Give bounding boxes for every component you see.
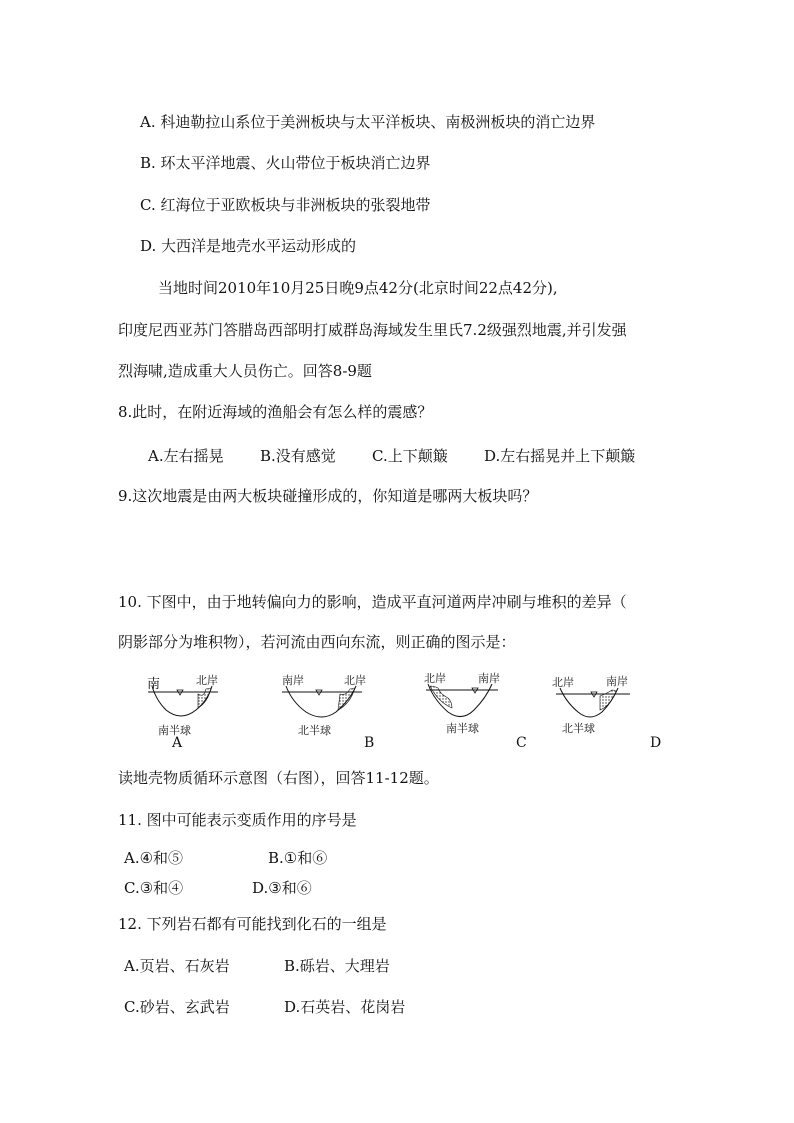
river-figure-d bbox=[548, 668, 668, 758]
figure-a-left-bank: 南 bbox=[147, 677, 161, 692]
q8-option-a: A.左右摇晃 bbox=[148, 447, 224, 465]
q12-options-row-2 bbox=[0, 996, 794, 1016]
figure-b-letter: B bbox=[364, 735, 375, 751]
q11-option-a: A.④和⑤ bbox=[124, 849, 184, 867]
q8-stem: 8.此时，在附近海域的渔船会有怎么样的震感？ bbox=[118, 403, 433, 421]
q12-option-b: B.砾岩、大理岩 bbox=[284, 957, 390, 975]
figure-d-letter: D bbox=[650, 735, 662, 751]
q8-option-c: C.上下颠簸 bbox=[372, 447, 448, 465]
figure-d-hemisphere: 北半球 bbox=[562, 722, 595, 735]
q11-options-row-1 bbox=[0, 847, 794, 867]
q8-options bbox=[0, 445, 794, 465]
figure-b-left-bank: 南岸 bbox=[282, 674, 304, 687]
q11-option-c: C.③和④ bbox=[124, 879, 184, 897]
q12-option-a: A.页岩、石灰岩 bbox=[124, 957, 230, 975]
q12-option-d: D.石英岩、花岗岩 bbox=[284, 998, 406, 1016]
figure-d-right-bank: 南岸 bbox=[606, 675, 628, 688]
q11-option-d: D.③和⑥ bbox=[252, 879, 312, 897]
intro-11-12: 读地壳物质循环示意图（右图），回答11-12题。 bbox=[118, 769, 439, 787]
q7-option-d: D. 大西洋是地壳水平运动形成的 bbox=[140, 237, 357, 255]
q11-stem: 11. 图中可能表示变质作用的序号是 bbox=[118, 811, 357, 829]
figure-c-letter: C bbox=[516, 735, 527, 751]
figure-c-left-bank: 北岸 bbox=[424, 672, 446, 685]
figure-b-hemisphere: 北半球 bbox=[298, 724, 331, 737]
q10-stem-line-2: 阴影部分为堆积物），若河流由西向东流，则正确的图示是： bbox=[118, 633, 516, 651]
q8-option-b: B.没有感觉 bbox=[260, 447, 336, 465]
q7-option-b: B. 环太平洋地震、火山带位于板块消亡边界 bbox=[140, 154, 431, 172]
figure-a-letter: A bbox=[172, 735, 183, 751]
figure-c-right-bank: 南岸 bbox=[478, 672, 500, 685]
passage-line-1: 当地时间2010年10月25日晚9点42分(北京时间22点42分), bbox=[158, 279, 558, 297]
river-figure-c bbox=[418, 668, 538, 758]
q7-option-a: A. 科迪勒拉山系位于美洲板块与太平洋板块、南极洲板块的消亡边界 bbox=[140, 113, 596, 131]
river-figure-a bbox=[138, 668, 248, 758]
q12-stem: 12. 下列岩石都有可能找到化石的一组是 bbox=[118, 915, 387, 933]
q9-stem: 9.这次地震是由两大板块碰撞形成的，你知道是哪两大板块吗？ bbox=[118, 487, 538, 505]
figure-d-left-bank: 北岸 bbox=[552, 676, 574, 689]
passage-line-3: 烈海啸,造成重大人员伤亡。回答8-9题 bbox=[118, 362, 372, 380]
figure-a-hemisphere: 南半球 bbox=[158, 724, 191, 737]
figure-b-right-bank: 北岸 bbox=[344, 674, 366, 687]
figure-c-hemisphere: 南半球 bbox=[446, 722, 479, 735]
figure-a-right-bank: 北岸 bbox=[196, 674, 218, 687]
figure-a-channel bbox=[138, 682, 248, 734]
q12-option-c: C.砂岩、玄武岩 bbox=[124, 998, 230, 1016]
q12-options-row-1 bbox=[0, 955, 794, 975]
q7-option-c: C. 红海位于亚欧板块与非洲板块的张裂地带 bbox=[140, 196, 431, 214]
q11-options-row-2 bbox=[0, 877, 794, 897]
q10-stem-line-1: 10. 下图中，由于地转偏向力的影响，造成平直河道两岸冲刷与堆积的差异（ bbox=[118, 593, 627, 611]
river-figure-b bbox=[270, 668, 390, 758]
q11-option-b: B.①和⑥ bbox=[268, 849, 328, 867]
passage-line-2: 印度尼西亚苏门答腊岛西部明打威群岛海域发生里氏7.2级强烈地震,并引发强 bbox=[118, 321, 627, 339]
q8-option-d: D.左右摇晃并上下颠簸 bbox=[484, 447, 636, 465]
